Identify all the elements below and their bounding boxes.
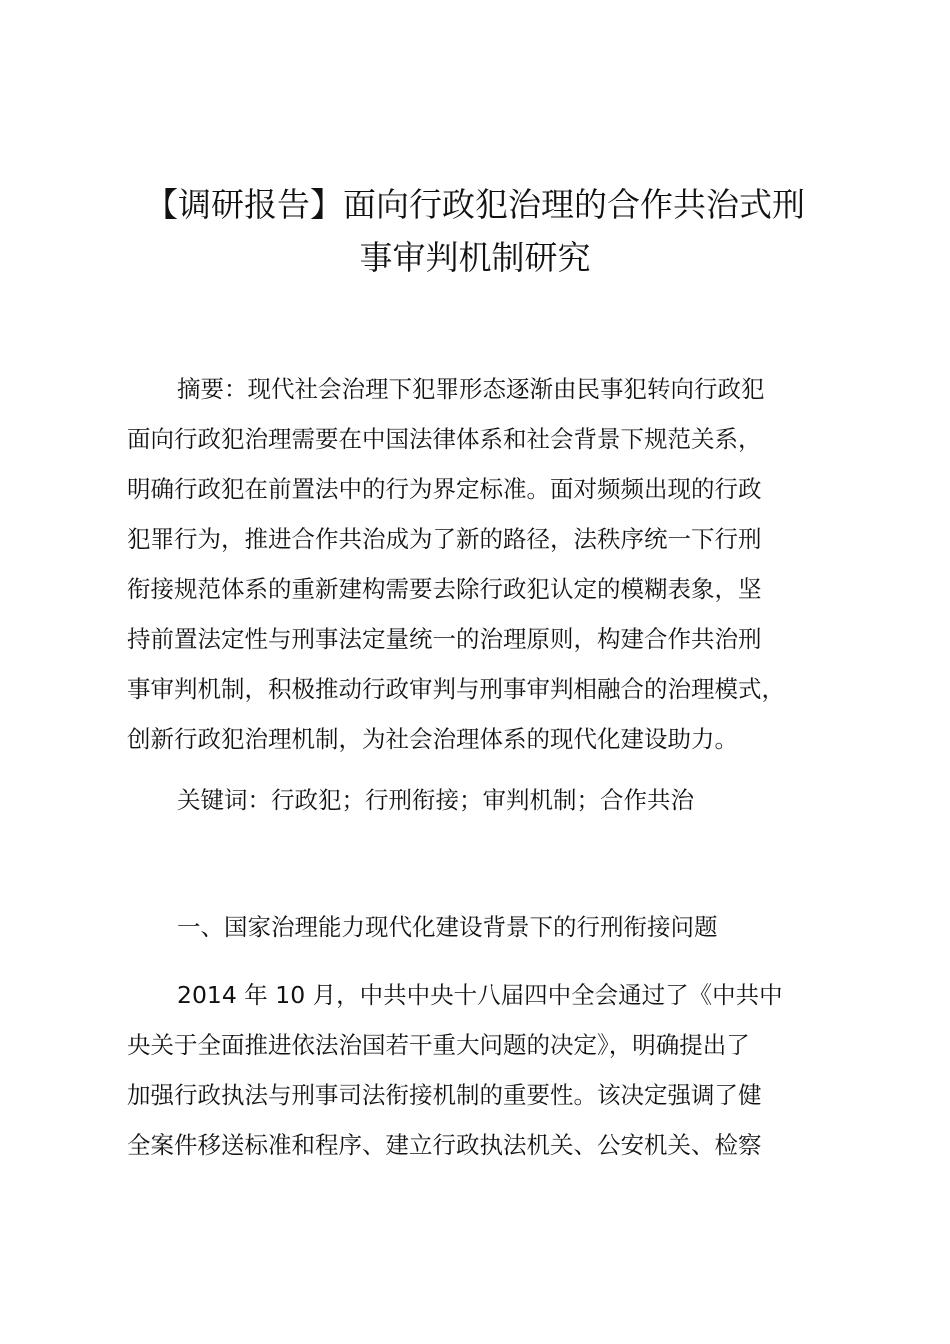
abstract-line: 持前置法定性与刑事法定量统一的治理原则，构建合作共治刑 <box>127 625 762 653</box>
abstract-line: 摘要：现代社会治理下犯罪形态逐渐由民事犯转向行政犯 <box>177 375 765 403</box>
keywords-paragraph <box>127 775 827 825</box>
document-title <box>110 178 840 284</box>
body-line: 加强行政执法与刑事司法衔接机制的重要性。该决定强调了健 <box>127 1081 762 1109</box>
section-heading <box>127 902 827 952</box>
abstract-paragraph <box>127 364 827 764</box>
abstract-line: 衔接规范体系的重新建构需要去除行政犯认定的模糊表象，坚 <box>127 575 762 603</box>
body-paragraph <box>127 970 827 1170</box>
abstract-line: 面向行政犯治理需要在中国法律体系和社会背景下规范关系， <box>127 425 762 453</box>
body-line: 全案件移送标准和程序、建立行政执法机关、公安机关、检察 <box>127 1131 762 1159</box>
abstract-line: 事审判机制，积极推动行政审判与刑事审判相融合的治理模式， <box>127 675 785 703</box>
section-heading-text: 一、国家治理能力现代化建设背景下的行刑衔接问题 <box>177 913 718 941</box>
body-line: 2014 年 10 月，中共中央十八届四中全会通过了《中共中 <box>177 981 783 1009</box>
abstract-line: 明确行政犯在前置法中的行为界定标准。面对频频出现的行政 <box>127 475 762 503</box>
keywords-line: 关键词：行政犯；行刑衔接；审判机制；合作共治 <box>177 786 694 814</box>
abstract-line: 犯罪行为，推进合作共治成为了新的路径，法秩序统一下行刑 <box>127 525 762 553</box>
title-line: 事审判机制研究 <box>359 238 591 277</box>
abstract-line: 创新行政犯治理机制，为社会治理体系的现代化建设助力。 <box>127 725 738 753</box>
body-line: 央关于全面推进依法治国若干重大问题的决定》，明确提出了 <box>127 1031 750 1059</box>
title-line: 【调研报告】面向行政犯治理的合作共治式刑 <box>145 185 805 224</box>
